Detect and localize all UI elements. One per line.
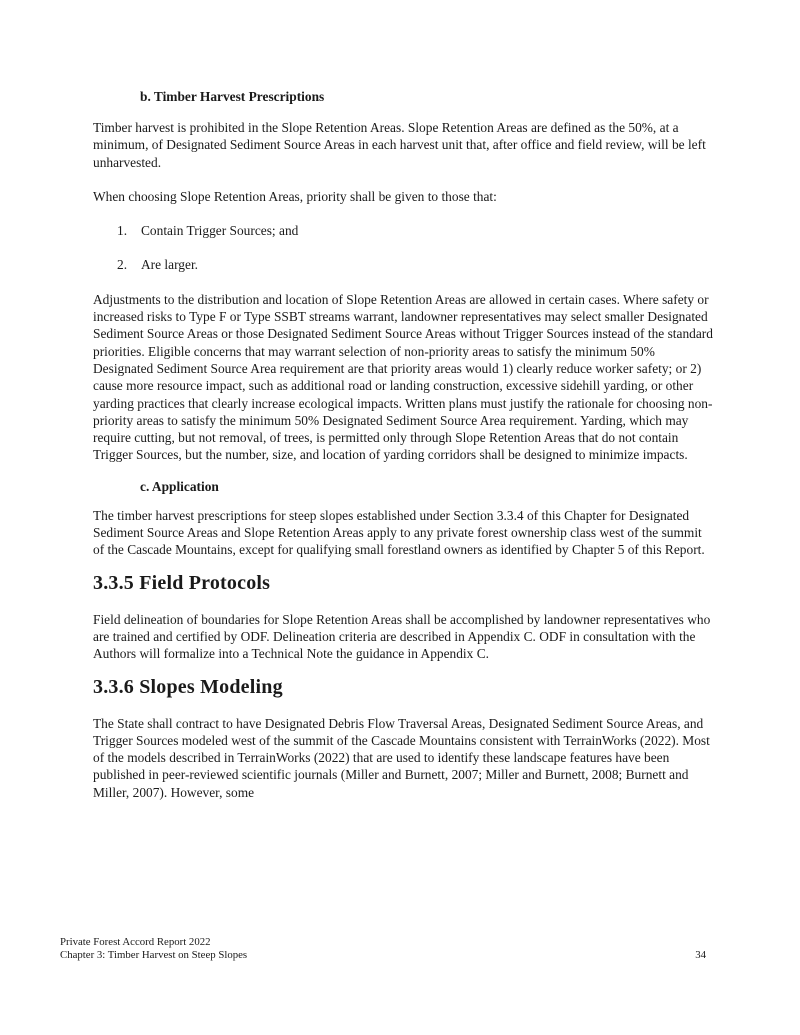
page-number: 34 <box>695 949 706 961</box>
subsection-heading-application: c. Application <box>140 478 219 494</box>
page-body <box>93 88 713 801</box>
footer-report-title: Private Forest Accord Report 2022 <box>60 936 211 948</box>
paragraph-slopes-modeling: The State shall contract to have Designated Debris Flow Traversal Areas, Designated Sediment Source Areas, and Trigger Sources modeled west of the summit of the Cascade Mountains consistent with TerrainWorks (2022). Most of the models described in TerrainWorks (2022) that are used to identify these landscape features have been published in peer-reviewed scientific journals (Miller and Burnett, 2007; Miller and Burnett, 2008; Burnett and Miller, 2007). However, some <box>93 715 710 800</box>
paragraph-application: The timber harvest prescriptions for steep slopes established under Section 3.3.4 of this Chapter for Designated Sediment Source Areas and Slope Retention Areas apply to any private forest ownership class west of the summit of the Cascade Mountains, except for qualifying small forestland owners as identified by Chapter 5 of this Report. <box>93 507 705 558</box>
subsection-heading-timber-harvest-prescriptions: b. Timber Harvest Prescriptions <box>140 89 325 104</box>
paragraph-slope-retention-definition: Timber harvest is prohibited in the Slope Retention Areas. Slope Retention Areas are defined as the 50%, at a minimum, of Designated Sediment Source Areas in each harvest unit that, after office and field review, will be left unharvested. <box>93 120 706 170</box>
priority-list <box>93 222 713 274</box>
list-item: 2. Are larger. <box>117 257 199 273</box>
section-heading-field-protocols: 3.3.5 Field Protocols <box>93 571 271 594</box>
section-heading-slopes-modeling: 3.3.6 Slopes Modeling <box>93 675 283 698</box>
list-item: 1. Contain Trigger Sources; and <box>117 223 299 239</box>
page-footer <box>60 936 706 962</box>
footer-chapter-title: Chapter 3: Timber Harvest on Steep Slopes <box>60 949 248 961</box>
paragraph-field-protocols: Field delineation of boundaries for Slope Retention Areas shall be accomplished by landowner representatives who are trained and certified by ODF. Delineation criteria are described in Appendix C. ODF in consultation with the Authors will formalize into a Technical Note the guidance in Appendix C. <box>93 611 711 662</box>
paragraph-adjustments: Adjustments to the distribution and location of Slope Retention Areas are allowed in certain cases. Where safety or increased risks to Type F or Type SSBT streams warrant, landowner representatives may select smaller Designated Sediment Source Areas or those Designated Sediment Source Areas without Trigger Sources instead of the standard priorities. Eligible concerns that may warrant selection of non-priority areas to satisfy the minimum 50% Designated Sediment Source Area requirement are that priority areas would 1) clearly reduce worker safety; or 2) cause more resource impact, such as additional road or landing construction, excessive sidehill yarding, or other yarding practices that clearly increase ecological impacts. Written plans must justify the rationale for choosing non-priority areas to satisfy the minimum 50% Designated Sediment Source Area requirement. Yarding, which may require cutting, but not removal, of trees, is permitted only through Slope Retention Areas that do not contain Trigger Sources, but the number, size, and location of yarding corridors shall be designed to minimize impacts. <box>93 291 713 463</box>
paragraph-priority-intro: When choosing Slope Retention Areas, priority shall be given to those that: <box>93 188 497 204</box>
